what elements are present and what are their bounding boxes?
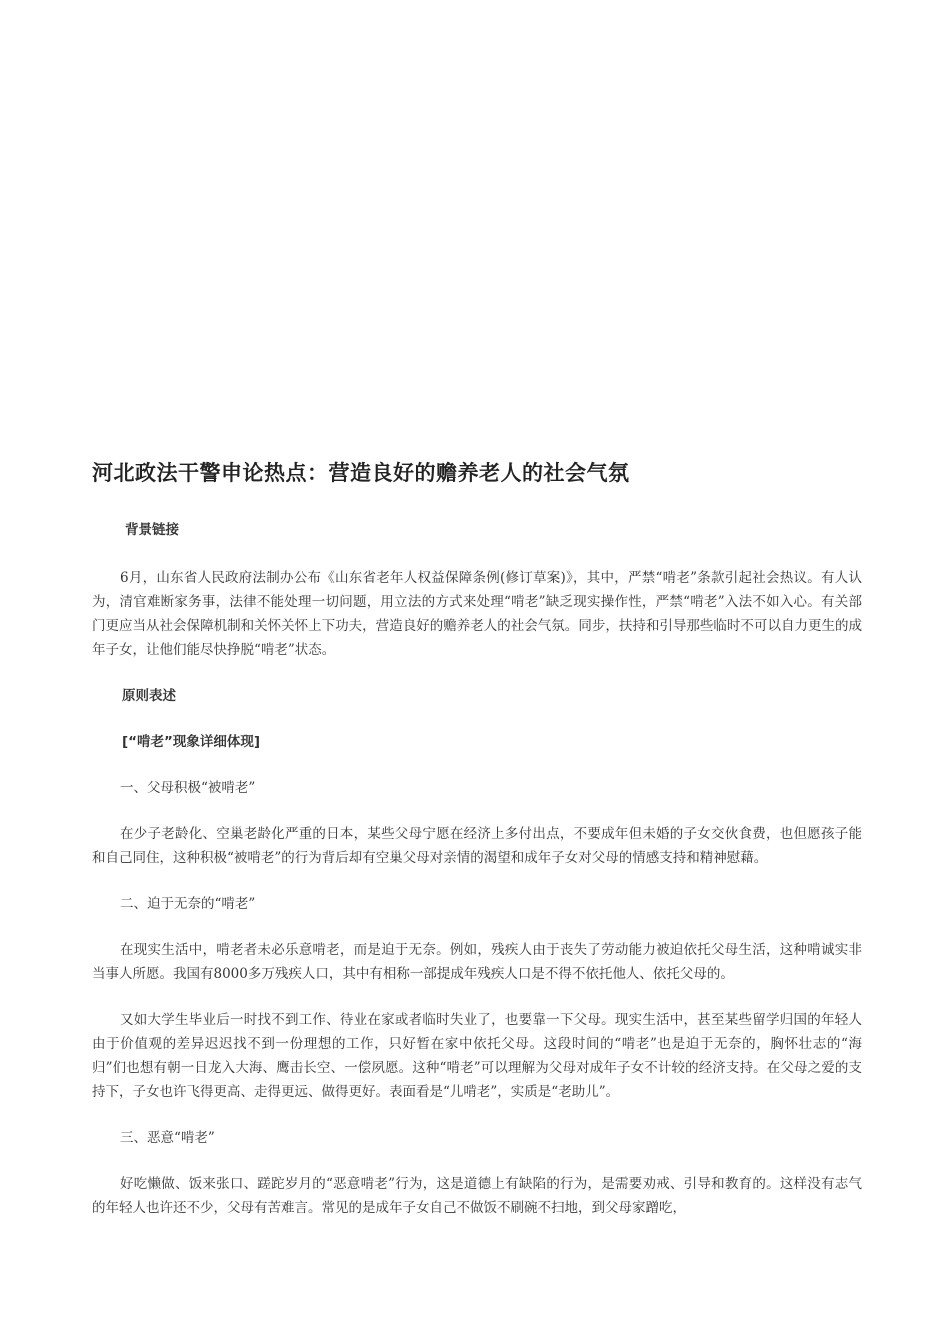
background-heading: 背景链接 [125, 522, 179, 538]
item2-paragraph-1: 在现实生活中，啃老者未必乐意啃老，而是迫于无奈。例如，残疾人由于丧失了劳动能力被迫依托父母生活，这种啃诚实非当事人所愿。我国有8000多万残疾人口，其中有相称一部提成年残疾人口是不得不依托他人、依托父母的。 [92, 942, 862, 982]
document-page [92, 458, 862, 1242]
document-title: 河北政法干警申论热点：营造良好的赡养老人的社会气氛 [92, 461, 630, 485]
item1-title: 一、父母积极“被啃老” [120, 780, 256, 796]
principle-heading: 原则表述 [122, 688, 176, 704]
phenomenon-heading: [“啃老”现象详细体现] [122, 734, 261, 750]
item3-title: 三、恶意“啃老” [120, 1130, 215, 1146]
item2-paragraph-2: 又如大学生毕业后一时找不到工作、待业在家或者临时失业了，也要靠一下父母。现实生活中，甚至某些留学归国的年轻人由于价值观的差异迟迟找不到一份理想的工作，只好暂在家中依托父母。这段时间的“啃老”也是迫于无奈的，胸怀壮志的“海归”们也想有朝一日龙入大海、鹰击长空、一偿夙愿。这种“啃老”可以理解为父母对成年子女不计较的经济支持。在父母之爱的支持下，子女也许飞得更高、走得更远、做得更好。表面看是“儿啃老”，实质是“老助儿”。 [92, 1012, 862, 1100]
background-paragraph: 6月，山东省人民政府法制办公布《山东省老年人权益保障条例(修订草案)》，其中，严禁“啃老”条款引起社会热议。有人认为，清官难断家务事，法律不能处理一切问题，用立法的方式来处理“啃老”缺乏现实操作性，严禁“啃老”入法不如入心。有关部门更应当从社会保障机制和关怀关怀上下功夫，营造良好的赡养老人的社会气氛。同步，扶持和引导那些临时不可以自力更生的成年子女，让他们能尽快挣脱“啃老”状态。 [92, 570, 862, 658]
item1-paragraph: 在少子老龄化、空巢老龄化严重的日本，某些父母宁愿在经济上多付出点，不要成年但未婚的子女交伙食费，也但愿孩子能和自己同住，这种积极“被啃老”的行为背后却有空巢父母对亲情的渴望和成年子女对父母的情感支持和精神慰藉。 [92, 826, 862, 866]
item2-title: 二、迫于无奈的“啃老” [120, 896, 256, 912]
item3-paragraph: 好吃懒做、饭来张口、蹉跎岁月的“恶意啃老”行为，这是道德上有缺陷的行为，是需要劝戒、引导和教育的。这样没有志气的年轻人也许还不少，父母有苦难言。常见的是成年子女自己不做饭不刷碗不扫地，到父母家蹭吃， [92, 1176, 862, 1216]
